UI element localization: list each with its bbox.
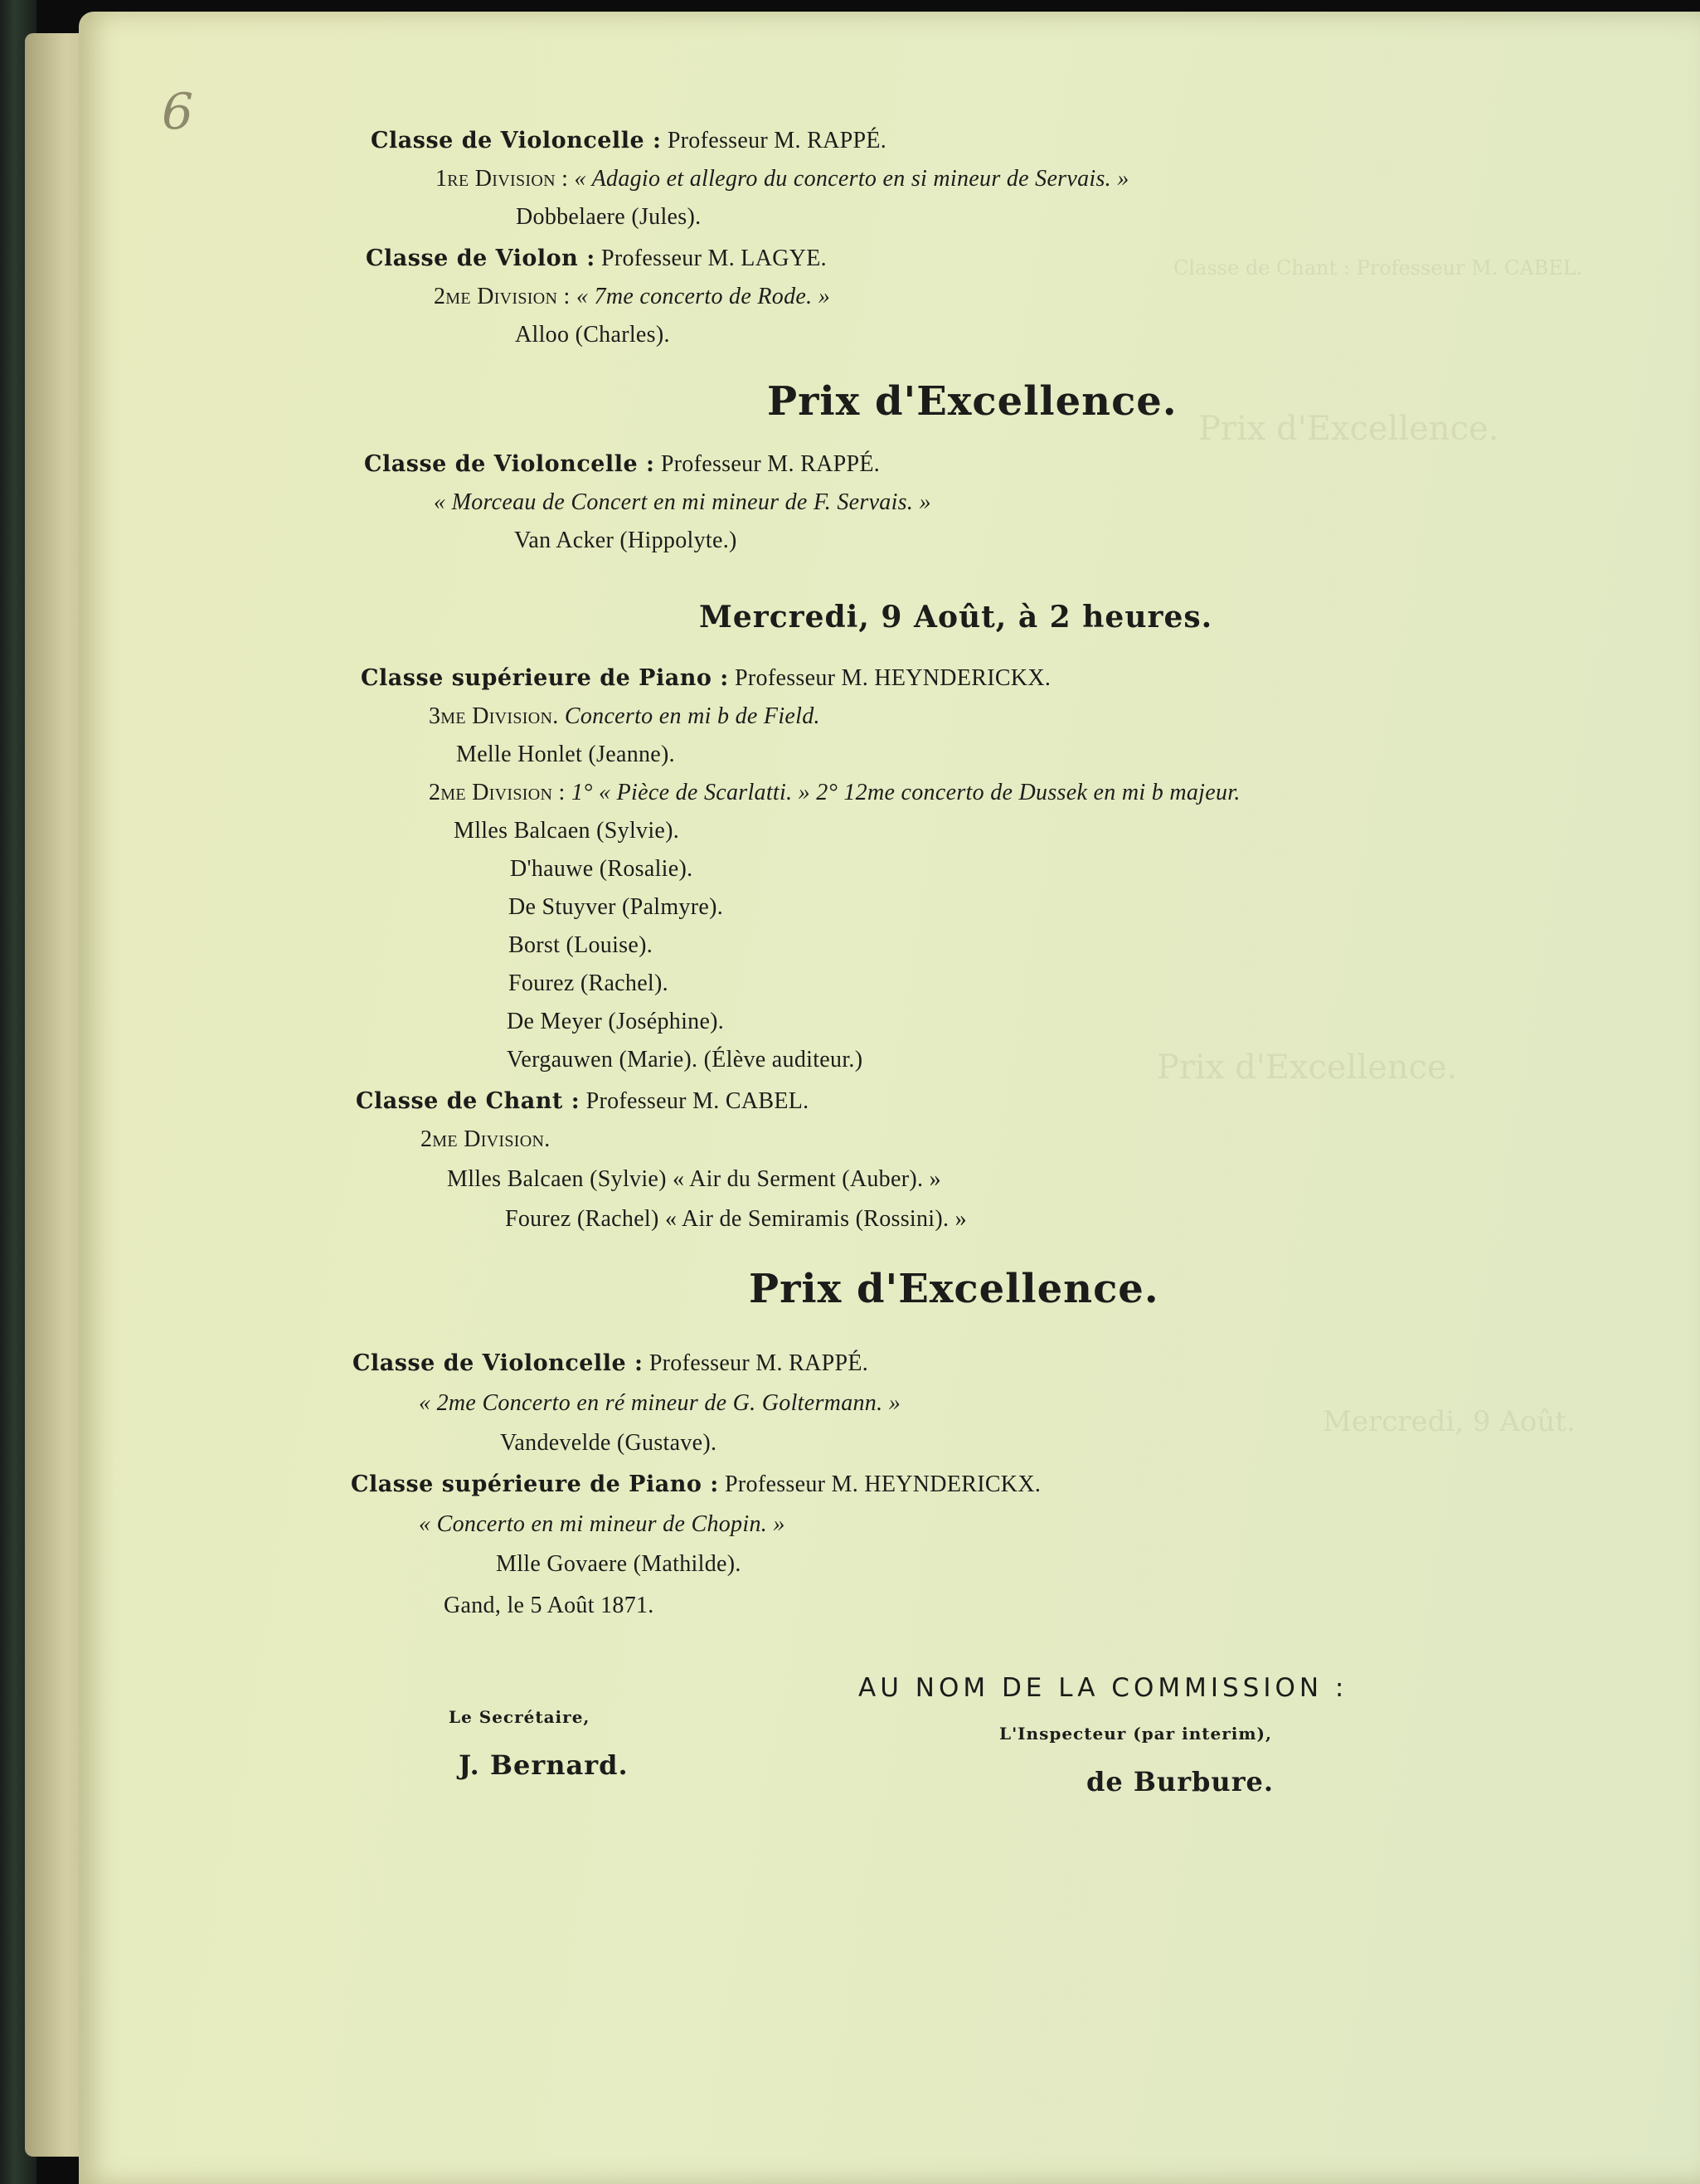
inspector-signature: de Burbure. [1086, 1766, 1275, 1797]
student-name: Van Acker (Hippolyte.) [514, 528, 737, 553]
student-name: Vergauwen (Marie). (Élève auditeur.) [507, 1047, 863, 1073]
piece-title: « Concerto en mi mineur de Chopin. » [419, 1511, 785, 1537]
secretary-title: Le Secrétaire, [449, 1707, 590, 1727]
student-name: Melle Honlet (Jeanne). [456, 742, 675, 767]
handwritten-page-number: 6 [162, 83, 194, 141]
student-name: Mlle Govaere (Mathilde). [496, 1551, 741, 1577]
piece-title: « 2me Concerto en ré mineur de G. Goltermann. » [419, 1390, 901, 1416]
division-label: 2me Division : [429, 780, 566, 805]
document-page [79, 12, 1700, 2184]
student-name: Dobbelaere (Jules). [516, 204, 702, 230]
professor: Professeur M. RAPPÉ. [660, 451, 881, 477]
class-line [351, 1473, 1041, 1496]
commission-header: AU NOM DE LA COMMISSION : [858, 1673, 1348, 1703]
division-label: 2me Division. [420, 1126, 551, 1152]
student-name: D'hauwe (Rosalie). [510, 856, 693, 882]
class-line [366, 247, 827, 270]
division-line [435, 168, 1129, 191]
student-name: Borst (Louise). [508, 932, 653, 958]
class-line [356, 1090, 809, 1113]
class-line [361, 667, 1051, 690]
student-name: Mlles Balcaen (Sylvie). [454, 818, 680, 844]
class-name: Classe de Violon : [366, 246, 595, 271]
professor: Professeur M. HEYNDERICKX. [735, 665, 1052, 691]
division-label: 3me Division. [429, 703, 559, 729]
bleed-through-text: Classe de Chant : Professeur M. CABEL. [1173, 256, 1583, 280]
professor: Professeur M. LAGYE. [601, 246, 827, 271]
student-name: Fourez (Rachel) « Air de Semiramis (Rossini). » [505, 1206, 967, 1232]
bleed-through-text: Prix d'Excellence. [1198, 410, 1499, 448]
professor: Professeur M. CABEL. [585, 1088, 809, 1114]
class-name: Classe supérieure de Piano : [351, 1471, 719, 1497]
student-name: De Stuyver (Palmyre). [508, 894, 724, 920]
professor: Professeur M. RAPPÉ. [667, 128, 887, 153]
secretary-signature: J. Bernard. [459, 1749, 629, 1781]
bleed-through-text: Prix d'Excellence. [1157, 1048, 1458, 1087]
division-line [429, 705, 820, 728]
inspector-title: L'Inspecteur (par interim), [999, 1724, 1272, 1744]
student-name: Vandevelde (Gustave). [500, 1430, 717, 1456]
division-label: 1re Division : [435, 166, 569, 192]
class-name: Classe de Violoncelle : [371, 128, 662, 153]
class-line [352, 1352, 868, 1375]
student-name: Fourez (Rachel). [508, 970, 668, 996]
class-name: Classe de Violoncelle : [352, 1350, 644, 1376]
place-date: Gand, le 5 Août 1871. [444, 1593, 654, 1618]
class-name: Classe supérieure de Piano : [361, 665, 729, 691]
section-heading: Prix d'Excellence. [767, 378, 1178, 425]
piece-title: « Adagio et allegro du concerto en si mineur de Servais. » [574, 166, 1129, 192]
piece-title: 1° « Pièce de Scarlatti. » 2° 12me concerto de Dussek en mi b majeur. [571, 780, 1241, 805]
student-name: Alloo (Charles). [515, 322, 670, 348]
piece-title: Concerto en mi b de Field. [564, 703, 820, 729]
division-line [434, 285, 830, 309]
professor: Professeur M. HEYNDERICKX. [725, 1471, 1042, 1497]
class-name: Classe de Violoncelle : [364, 451, 655, 477]
date-heading: Mercredi, 9 Août, à 2 heures. [699, 600, 1213, 635]
piece-title: « 7me concerto de Rode. » [576, 284, 831, 309]
class-line [364, 453, 880, 476]
division-line [429, 781, 1241, 805]
class-line [371, 129, 886, 153]
bleed-through-text: Mercredi, 9 Août. [1323, 1405, 1576, 1438]
student-name: Mlles Balcaen (Sylvie) « Air du Serment (Auber). » [447, 1166, 941, 1192]
professor: Professeur M. RAPPÉ. [648, 1350, 869, 1376]
class-name: Classe de Chant : [356, 1088, 580, 1114]
piece-title: « Morceau de Concert en mi mineur de F. Servais. » [434, 489, 931, 515]
division-label: 2me Division : [434, 284, 571, 309]
student-name: De Meyer (Joséphine). [507, 1009, 725, 1034]
section-heading: Prix d'Excellence. [749, 1266, 1159, 1312]
